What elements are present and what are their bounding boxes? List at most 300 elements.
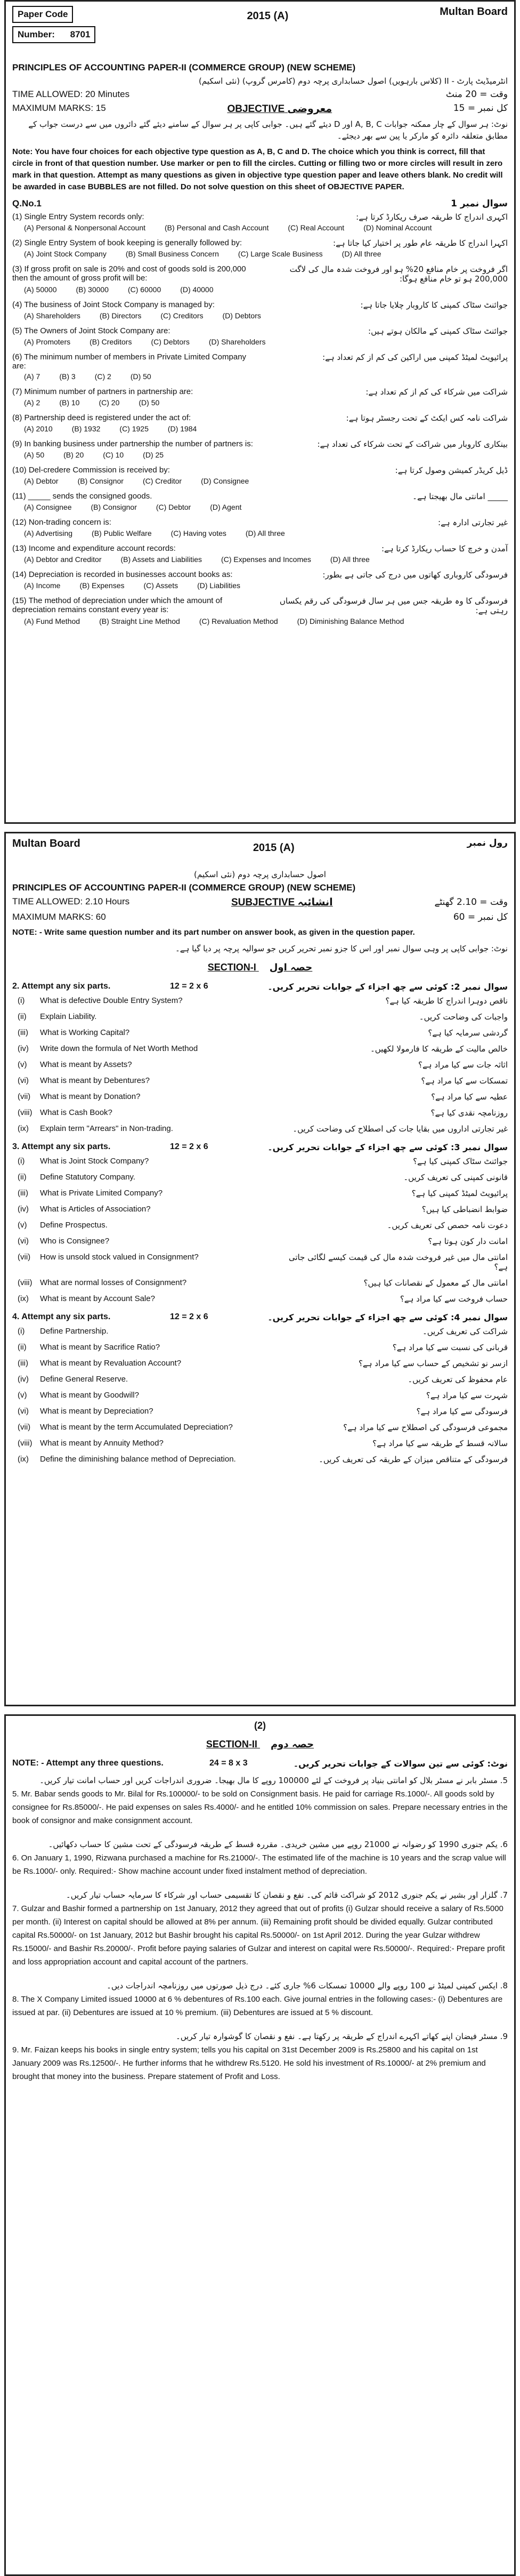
short-question-text: What is meant by Assets? [40,1060,132,1069]
section-1-title [12,962,508,973]
mcq-option: (B) Assets and Liabilities [120,555,202,564]
short-question-number: (i) [18,1157,25,1166]
mcq-option: (A) 50 [24,451,45,459]
mcq-option: (B) Consignor [77,477,124,485]
mcq-options [12,250,508,258]
mcq-option: (D) Agent [210,503,242,511]
short-question-number: (v) [18,1060,27,1069]
mcq-option: (D) All three [342,250,381,258]
short-question-en [18,1237,285,1246]
short-question [12,1076,508,1086]
mcq-option: (B) 3 [59,372,76,381]
short-question-text: What is meant by Revaluation Account? [40,1359,182,1368]
long-question-ur: 8. ایکس کمپنی لمیٹڈ نے 100 روپے والے 10000 تمسکات 6% جاری کئے۔ درج ذیل صورتوں میں روزنامچہ اندراجات دیں۔ [107,1981,508,1991]
short-question [12,1391,508,1400]
mcq-options [12,285,508,294]
mcq-option: (D) 50 [130,372,151,381]
mcq-item [12,544,508,564]
short-question [12,1343,508,1352]
short-question-ur: ضوابط انضباطی کیا ہیں؟ [421,1205,508,1214]
short-question-en [18,1407,285,1416]
short-question-text: What is meant by Depreciation? [40,1407,153,1416]
short-question-ur: امانتی مال کے معمول کے نقصانات کیا ہیں؟ [363,1278,508,1288]
objective-marks-line [12,103,508,115]
mcq-option: (C) Debtor [156,503,191,511]
mcq-option: (C) 10 [103,451,124,459]
page-number: (2) [254,1720,266,1731]
short-question-text: Write down the formula of Net Worth Method [40,1044,198,1053]
short-question-en [18,1189,285,1198]
mcq-option: (B) Consignor [91,503,137,511]
mcq-option: (B) Small Business Concern [125,250,219,258]
short-question-text: Who is Consignee? [40,1237,110,1246]
short-question [12,1375,508,1384]
short-question-text: What is meant by Debentures? [40,1076,150,1085]
question-group-marks: 12 = 2 x 6 [169,1142,208,1151]
mcq-question-en: (2) Single Entry System of book keeping is generally followed by: [12,238,242,247]
mcq-question-en: (12) Non-trading concern is: [12,518,111,527]
short-question-ur: اثاثہ جات سے کیا مراد ہے؟ [418,1060,508,1070]
mcq-option: (C) 1925 [119,424,149,433]
mcq-question-en: (1) Single Entry System records only: [12,212,144,221]
short-question [12,1044,508,1054]
long-question-ur: 9. مسٹر فیضان اپنے کھاتے اکہرے اندراج کے طریقہ پر رکھتا ہے۔ نفع و نقصان کا گوشوارہ تیار کریں۔ [175,2032,508,2041]
section-2-sheet [4,1714,516,2576]
mcq-stem [12,387,508,397]
mcq-option: (A) Income [24,581,61,590]
mcq-option: (D) All three [245,529,285,537]
objective-kind-ur: معروضی [287,103,332,115]
mcq-option: (D) Consignee [201,477,249,485]
paper-number-value: 8701 [70,29,91,39]
mcq-question-ur: پرائیویٹ لمیٹڈ کمپنی میں اراکین کی کم از کم تعداد ہے: [322,352,508,362]
mcq-question-en: (14) Depreciation is recorded in businesses account books as: [12,570,233,579]
mcq-option: (C) Real Account [288,223,345,232]
mcq-option: (B) Expenses [79,581,125,590]
short-question [12,1060,508,1070]
short-question [12,1092,508,1102]
short-question-number: (vi) [18,1407,29,1416]
long-question-ur: 5. مسٹر بابر نے مسٹر بلال کو امانتی بنیاد پر فروخت کے لئے 100000 روپے کا مال بھیجا۔ ضروری اندراجات کریں اور حساب امانت تیار کریں۔ [39,1776,508,1785]
mcq-option: (C) Assets [143,581,178,590]
short-question-text: Define Partnership. [40,1327,109,1336]
mcq-options [12,503,508,511]
short-question-number: (vi) [18,1076,29,1085]
long-question [12,1838,508,1878]
mcq-list [12,212,508,625]
mcq-question-ur: اکہرا اندراج کا طریقہ عام طور پر اختیار کیا جاتا ہے: [333,238,508,248]
paper-number-label: Number: [18,29,55,39]
mcq-option: (A) Consignee [24,503,72,511]
mcq-stem [12,518,508,527]
short-question-ur: واجبات کی وضاحت کریں۔ [419,1012,508,1022]
mcq-item [12,212,508,232]
mcq-stem [12,352,508,371]
mcq-item [12,570,508,590]
short-question-number: (ii) [18,1173,27,1182]
subjective-marks-en: MAXIMUM MARKS: 60 [12,912,106,922]
mcq-question-en: (10) Del-credere Commission is received by: [12,466,170,475]
short-question-text: What is Working Capital? [40,1028,130,1037]
objective-time-en: TIME ALLOWED: 20 Minutes [12,89,130,99]
mcq-option: (C) Creditors [160,311,204,320]
section-1-title-ur: حصہ اول [269,962,313,973]
short-question-en [18,1012,285,1022]
mcq-options [12,617,508,625]
subjective-kind-ur: انشائیہ [297,896,333,908]
mcq-stem [12,326,508,336]
mcq-option: (B) Creditors [90,338,132,346]
short-question [12,1327,508,1336]
mcq-item [12,596,508,625]
paper-code-block [12,6,95,43]
long-question-en: 6. On January 1, 1990, Rizwana purchased a machine for Rs.21000/-. The estimated life of the machine is 10 years and the scrap value will be Rs.1000/- only. Required:- Show machine account under fixed instalment method of depreciation. [12,1853,506,1876]
short-question [12,1407,508,1416]
mcq-option: (C) Creditor [142,477,182,485]
question-group-marks: 12 = 2 x 6 [169,1312,208,1321]
short-question-text: Define Statutory Company. [40,1173,135,1182]
objective-header [12,6,508,59]
short-question [12,1253,508,1272]
long-question [12,1774,508,1827]
short-question [12,1124,508,1134]
section-2-note-en: NOTE: - Attempt any three questions. [12,1759,164,1768]
mcq-question-en: (6) The minimum number of members in Private Limited Company are: [12,352,247,371]
mcq-option: (D) 1984 [167,424,197,433]
short-question-text: What is Cash Book? [40,1108,112,1117]
short-question [12,1205,508,1214]
objective-time-ur: وقت = 20 منٹ [445,89,508,100]
mcq-option: (B) Personal and Cash Account [165,223,269,232]
short-question [12,1173,508,1182]
short-question-number: (ii) [18,1343,27,1352]
short-question-ur: ناقص دوہرا اندراج کا طریقہ کیا ہے؟ [385,996,508,1006]
mcq-option: (C) 60000 [127,285,161,294]
paper-number-box [12,26,95,43]
mcq-options [12,451,508,459]
mcq-option: (B) Public Welfare [92,529,152,537]
short-question-text: Explain term "Arrears" in Non-trading. [40,1124,173,1133]
short-question-ur: فرسودگی کے متناقص میزان کے طریقہ کی تعریف کریں۔ [319,1455,508,1464]
objective-title-line [12,62,508,73]
short-question-number: (viii) [18,1439,32,1448]
mcq-option: (A) Joint Stock Company [24,250,107,258]
short-question-number: (vii) [18,1423,31,1432]
mcq-question-en: (9) In banking business under partnership the number of partners is: [12,439,253,448]
mcq-options [12,529,508,537]
mcq-options [12,555,508,564]
short-question [12,1278,508,1288]
mcq-question-ur: جوائنٹ سٹاک کمپنی کے مالکان ہوتے ہیں: [368,326,508,336]
mcq-item [12,466,508,485]
short-question-number: (vii) [18,1092,31,1101]
mcq-option: (D) 40000 [180,285,214,294]
objective-kind [227,103,332,115]
mcq-item [12,238,508,258]
objective-marks-en: MAXIMUM MARKS: 15 [12,103,106,113]
short-question-en [18,1157,285,1166]
mcq-item [12,492,508,511]
short-question-en [18,1124,285,1134]
long-question [12,1979,508,2019]
short-question-text: Define Prospectus. [40,1221,108,1230]
subjective-board-name: Multan Board [12,838,80,849]
q1-label: Q.No.1 [12,198,42,208]
mcq-option: (D) Shareholders [208,338,266,346]
short-question [12,1221,508,1230]
short-question-ur: پرائیویٹ لمیٹڈ کمپنی کیا ہے؟ [411,1189,508,1198]
question-group-head [12,1312,508,1322]
short-question-text: How is unsold stock valued in Consignment? [40,1253,199,1262]
mcq-options [12,223,508,232]
mcq-stem [12,212,508,222]
short-question-number: (iii) [18,1028,28,1037]
mcq-question-en: (15) The method of depreciation under which the amount of depreciation remains constant every year is: [12,596,223,614]
short-question-ur: حساب فروخت سے کیا مراد ہے؟ [400,1294,508,1304]
mcq-option: (C) Having votes [170,529,226,537]
short-question [12,1237,508,1246]
mcq-question-ur: شراکت نامہ کس ایکٹ کے تحت رجسٹر ہوتا ہے: [346,413,508,423]
mcq-question-ur: جوائنٹ سٹاک کمپنی کا کاروبار چلایا جاتا ہے: [360,300,508,310]
mcq-option: (B) 30000 [76,285,109,294]
mcq-item [12,264,508,294]
short-question-number: (iv) [18,1044,29,1053]
short-question [12,1294,508,1304]
short-question-number: (viii) [18,1278,32,1287]
mcq-option: (D) Diminishing Balance Method [297,617,404,625]
short-question-en [18,1092,285,1102]
objective-question-head [12,198,508,209]
short-question-ur: فرسودگی سے کیا مراد ہے؟ [416,1407,508,1416]
short-question-number: (i) [18,1327,25,1336]
short-question-en [18,1294,285,1304]
short-question-number: (v) [18,1391,27,1400]
question-group-instruction-ur: سوال نمبر 3: کوئی سے چھ اجزاء کے جوابات تحریر کریں۔ [267,1142,508,1152]
short-question-text: What is meant by Annuity Method? [40,1439,164,1448]
question-group-head [12,982,508,992]
exam-year: 2015 (A) [247,10,289,22]
short-question-text: What is meant by Donation? [40,1092,141,1101]
short-question-ur: غیر تجارتی اداروں میں بقایا جات کی اصطلاح کی وضاحت کریں۔ [292,1124,508,1134]
subjective-sheet [4,832,516,1706]
short-question-text: Explain Liability. [40,1012,97,1021]
mcq-stem [12,300,508,310]
mcq-option: (A) Promoters [24,338,71,346]
mcq-stem [12,238,508,248]
mcq-option: (D) All three [330,555,370,564]
short-question [12,1455,508,1464]
long-question [12,2030,508,2083]
short-question-en [18,1205,285,1214]
short-question-text: What is defective Double Entry System? [40,996,183,1005]
objective-title-ur: انٹرمیڈیٹ پارٹ - II (کلاس بارہویں) اصول حسابداری پرچہ دوم (کامرس گروپ) (نئی اسکیم) [198,76,508,86]
mcq-option: (A) 50000 [24,285,57,294]
mcq-stem [12,413,508,423]
short-question-en [18,1327,285,1336]
subjective-marks-line [12,912,508,922]
paper-code-label: Paper Code [12,6,73,23]
mcq-question-en: (3) If gross profit on sale is 20% and cost of goods sold is 200,000 then the amount of gross profit will be: [12,264,246,283]
short-question-ur: امانت دار کون ہوتا ہے؟ [428,1237,508,1246]
mcq-question-ur: غیر تجارتی ادارہ ہے: [438,518,508,527]
short-question-ur: عطیہ سے کیا مراد ہے؟ [431,1092,508,1102]
mcq-option: (A) 2010 [24,424,53,433]
mcq-item [12,387,508,407]
mcq-item [12,518,508,537]
mcq-question-en: (11) _____ sends the consigned goods. [12,492,152,501]
long-question-en: 8. The X Company Limited issued 10000 at 6 % debentures of Rs.100 each. Give journal entries in the following cases:- (i) Debentures are issued at par. (ii) Debentures are issued at 10 % premium. (iii) Debentures are issued at 5 % discount. [12,1995,503,2017]
short-question [12,1423,508,1432]
mcq-option: (A) Personal & Nonpersonal Account [24,223,146,232]
short-question-en [18,1076,285,1086]
mcq-stem [12,544,508,553]
mcq-options [12,372,508,381]
short-question-number: (vii) [18,1253,31,1262]
objective-time-line [12,89,508,100]
mcq-stem [12,264,508,284]
mcq-stem [12,570,508,580]
subjective-title-en: PRINCIPLES OF ACCOUNTING PAPER-II (COMMERCE GROUP) (NEW SCHEME) [12,882,356,893]
mcq-question-en: (4) The business of Joint Stock Company is managed by: [12,300,215,309]
question-group-marks: 12 = 2 x 6 [169,982,208,991]
short-question-number: (i) [18,996,25,1005]
objective-title-en: PRINCIPLES OF ACCOUNTING PAPER-II (COMMERCE GROUP) (NEW SCHEME) [12,62,356,73]
mcq-question-ur: اگر فروخت پر خام منافع 20% ہو اور فروخت شدہ مال کی لاگت 200,000 ہو تو خام منافع ہوگا: [289,264,508,284]
mcq-question-ur: شراکت میں شرکاء کی کم از کم تعداد ہے: [365,387,508,397]
mcq-option: (C) Expenses and Incomes [221,555,311,564]
short-question-ur: جوائنٹ سٹاک کمپنی کیا ہے؟ [413,1157,508,1166]
mcq-options [12,311,508,320]
page [4,0,516,2576]
subjective-time-en: TIME ALLOWED: 2.10 Hours [12,896,130,906]
short-question-en [18,1391,285,1400]
short-question-en [18,1439,285,1448]
objective-sheet [4,0,516,824]
short-question-number: (iii) [18,1189,28,1198]
mcq-item [12,439,508,459]
section-1-title-en: SECTION-I [207,962,256,973]
short-question [12,1108,508,1118]
short-question-en [18,1221,285,1230]
short-question-en [18,996,285,1006]
mcq-item [12,352,508,381]
question-group-instruction-ur: سوال نمبر 4: کوئی سے چھ اجزاء کے جوابات تحریر کریں۔ [267,1312,508,1322]
mcq-option: (A) Shareholders [24,311,80,320]
subjective-year: 2015 (A) [253,842,295,854]
mcq-stem [12,439,508,449]
mcq-option: (B) 10 [59,398,80,407]
short-question-en [18,1044,285,1054]
short-question-ur: روزنامچہ نقدی کیا ہے؟ [430,1108,508,1118]
mcq-option: (A) 2 [24,398,40,407]
short-question-text: What is meant by Account Sale? [40,1294,155,1303]
mcq-item [12,413,508,433]
mcq-option: (D) Liabilities [197,581,241,590]
mcq-option: (B) 1932 [71,424,101,433]
mcq-stem [12,596,508,615]
mcq-option: (A) Debtor and Creditor [24,555,102,564]
mcq-options [12,581,508,590]
mcq-question-en: (8) Partnership deed is registered under the act of: [12,413,191,422]
short-question-ur: سالانہ قسط کے طریقہ سے کیا مراد ہے؟ [372,1439,508,1448]
mcq-option: (D) 25 [143,451,164,459]
short-question-number: (iv) [18,1375,29,1384]
short-question-en [18,1278,285,1288]
short-question-number: (ii) [18,1012,27,1021]
mcq-option: (C) Large Scale Business [238,250,323,258]
short-question [12,996,508,1006]
short-question-text: What is meant by Sacrifice Ratio? [40,1343,160,1352]
short-question-text: What is meant by the term Accumulated Depreciation? [40,1423,233,1432]
short-question [12,1012,508,1022]
short-question-en [18,1375,285,1384]
subjective-header [12,838,508,870]
mcq-option: (A) Advertising [24,529,73,537]
short-question-number: (ix) [18,1124,29,1133]
mcq-option: (B) Directors [99,311,142,320]
mcq-item [12,326,508,346]
long-question [12,1889,508,1969]
subjective-title-ur: اصول حسابداری پرچہ دوم (نئی اسکیم) [194,870,326,879]
short-question-en [18,1455,285,1464]
subjective-note-ur: نوٹ: جوابی کاپی پر وہی سوال نمبر اور اس کا جزو نمبر تحریر کریں جو سوالیہ پرچہ پر دیا گیا ہے۔ [175,944,508,953]
mcq-stem [12,492,508,501]
short-question-ur: دعوت نامہ حصص کی تعریف کریں۔ [387,1221,508,1230]
section-2-title [12,1739,508,1750]
section-2-note-ur: نوٹ: کوئی سے تین سوالات کے جوابات تحریر کریں۔ [293,1759,508,1769]
short-question [12,1439,508,1448]
mcq-question-en: (13) Income and expenditure account records: [12,544,176,553]
objective-note-ur: نوٹ: ہر سوال کے چار ممکنہ جوابات A, B, C اور D دیئے گئے ہیں۔ جوابی کاپی پر ہر سوال کے سامنے دیئے گئے دائروں میں سے درست جواب کے مطابق متعلقہ دائرہ کو مارکر یا پین سے بھر دیجئے۔ [28,119,508,141]
section-2-title-en: SECTION-II [206,1739,257,1750]
short-question-ur: تمسکات سے کیا مراد ہے؟ [421,1076,508,1086]
mcq-option: (B) Straight Line Method [99,617,180,625]
short-question-number: (iii) [18,1359,28,1368]
mcq-question-ur: _____ امانتی مال بھیجتا ہے۔ [412,492,508,501]
short-question-ur: عام محفوظ کی تعریف کریں۔ [408,1375,508,1384]
mcq-question-en: (7) Minimum number of partners in partnership are: [12,387,193,396]
short-question-ur: قربانی کی نسبت سے کیا مراد ہے؟ [392,1343,508,1352]
mcq-option: (C) 20 [99,398,120,407]
short-question-number: (ix) [18,1294,29,1303]
short-question-text: Define the diminishing balance method of Depreciation. [40,1455,236,1464]
section-2-note [12,1759,508,1769]
short-question-ur: شہرت سے کیا مراد ہے؟ [426,1391,508,1400]
long-question-ur: 7. گلزار اور بشیر نے یکم جنوری 2012 کو شراکت قائم کی۔ نفع و نقصان کا تقسیمی حساب اور شرکاء کا سرمایہ حساب تیار کریں۔ [66,1890,508,1900]
long-question-en: 9. Mr. Faizan keeps his books in single entry system; tells you his capital on 31st December 2009 is Rs.25800 and his capital on 1st January 2009 was Rs.12500/-. He further informs that he withdrew Rs.5120. He sold his investment of Rs.10000/- at 2% premium and brought that money into the business. Prepare statement of Profit and Loss. [12,2045,486,2081]
short-question-ur: خالص مالیت کے طریقہ کا فارمولا لکھیں۔ [370,1044,508,1054]
short-question-number: (v) [18,1221,27,1230]
mcq-option: (C) Revaluation Method [199,617,278,625]
mcq-options [12,477,508,485]
mcq-question-en: (5) The Owners of Joint Stock Company are: [12,326,170,335]
short-question-en [18,1253,285,1272]
mcq-question-ur: ڈیل کریڈر کمیشن وصول کرتا ہے: [395,466,508,475]
mcq-option: (A) Fund Method [24,617,80,625]
short-question-en [18,1359,285,1368]
subjective-marks-ur: کل نمبر = 60 [453,912,508,922]
question-group-instruction-ur: سوال نمبر 2: کوئی سے چھ اجزاء کے جوابات تحریر کریں۔ [267,982,508,992]
question-group-head [12,1142,508,1152]
short-question-text: What is Private Limited Company? [40,1189,163,1198]
section-2-title-ur: حصہ دوم [270,1739,314,1750]
mcq-option: (D) Nominal Account [363,223,432,232]
short-question-number: (iv) [18,1205,29,1214]
mcq-option: (A) 7 [24,372,40,381]
short-question-ur: گردشی سرمایہ کیا ہے؟ [428,1028,508,1038]
section-2-marks: 24 = 8 x 3 [209,1759,248,1768]
short-question-text: Define General Reserve. [40,1375,128,1384]
